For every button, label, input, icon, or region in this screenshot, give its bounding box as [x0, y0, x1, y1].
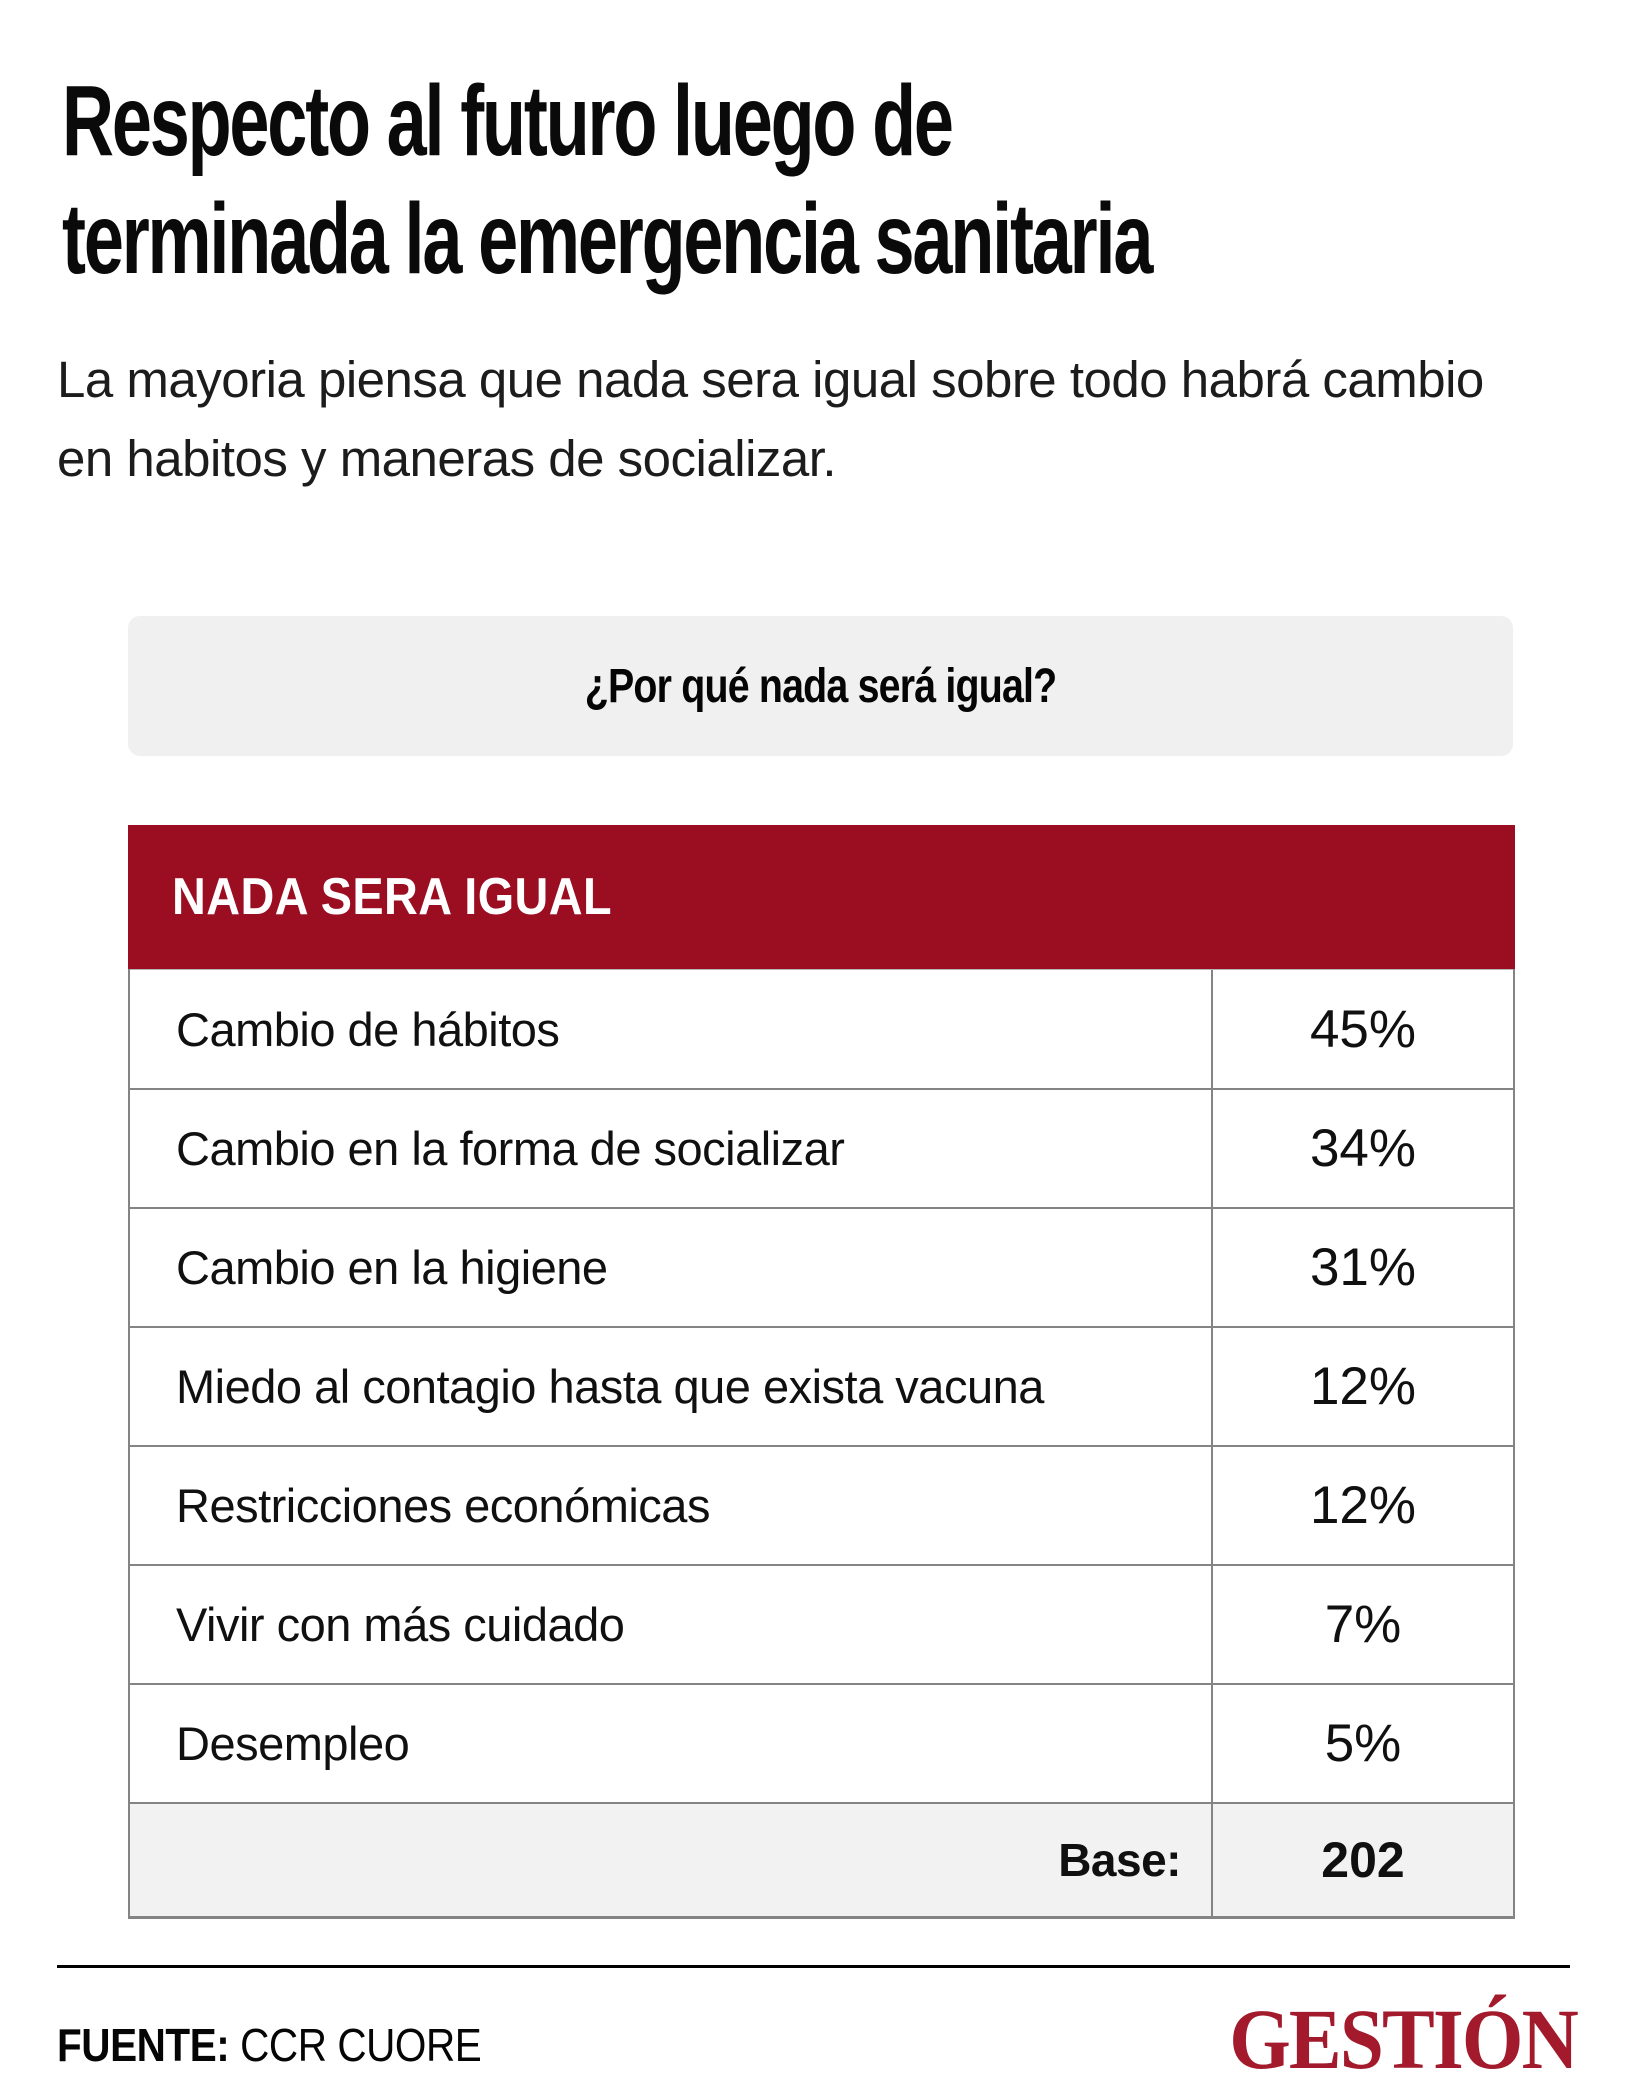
- table-row: [130, 1088, 1513, 1207]
- gestion-logo: GESTIÓN: [1229, 1991, 1577, 2087]
- row-label: Vivir con más cuidado: [176, 1598, 625, 1651]
- row-value: 7%: [1211, 1566, 1513, 1683]
- row-value: 31%: [1211, 1209, 1513, 1326]
- table-body: [128, 969, 1515, 1919]
- row-value: 45%: [1211, 970, 1513, 1088]
- row-label: Cambio en la forma de socializar: [176, 1122, 845, 1175]
- row-value: 34%: [1211, 1090, 1513, 1207]
- row-label: Restricciones económicas: [176, 1479, 710, 1532]
- source-credit: [57, 2018, 481, 2072]
- table-row: [130, 1683, 1513, 1802]
- question-box: [128, 616, 1513, 756]
- row-value: 12%: [1211, 1328, 1513, 1445]
- page-title-line-1: Respecto al futuro luego de: [62, 65, 952, 177]
- footer: [57, 1991, 1577, 2087]
- source-value: CCR CUORE: [229, 2019, 482, 2071]
- table-title: NADA SERA IGUAL: [172, 868, 613, 926]
- table-row: [130, 1207, 1513, 1326]
- row-value: 5%: [1211, 1685, 1513, 1802]
- question-text: ¿Por qué nada será igual?: [584, 659, 1057, 713]
- table-row: [130, 969, 1513, 1088]
- table-row: [130, 1445, 1513, 1564]
- row-label: Cambio de hábitos: [176, 1002, 560, 1056]
- survey-table: [128, 825, 1515, 1919]
- footer-divider: [57, 1965, 1570, 1968]
- table-row: [130, 1564, 1513, 1683]
- base-row: [130, 1802, 1513, 1916]
- table-row: [130, 1326, 1513, 1445]
- source-label: FUENTE:: [57, 2019, 230, 2071]
- table-header: [128, 825, 1515, 969]
- page-title-line-2: terminada la emergencia sanitaria: [62, 183, 1152, 295]
- row-label: Desempleo: [176, 1717, 410, 1770]
- base-value: 202: [1211, 1804, 1513, 1916]
- base-label: Base:: [1058, 1834, 1181, 1886]
- row-label: Miedo al contagio hasta que exista vacuna: [176, 1360, 1044, 1413]
- page-subtitle: La mayoria piensa que nada sera igual sobre todo habrá cambio en habitos y maneras de socializar.: [57, 351, 1484, 487]
- row-label: Cambio en la higiene: [176, 1241, 608, 1294]
- row-value: 12%: [1211, 1447, 1513, 1564]
- page-title: [62, 62, 1628, 298]
